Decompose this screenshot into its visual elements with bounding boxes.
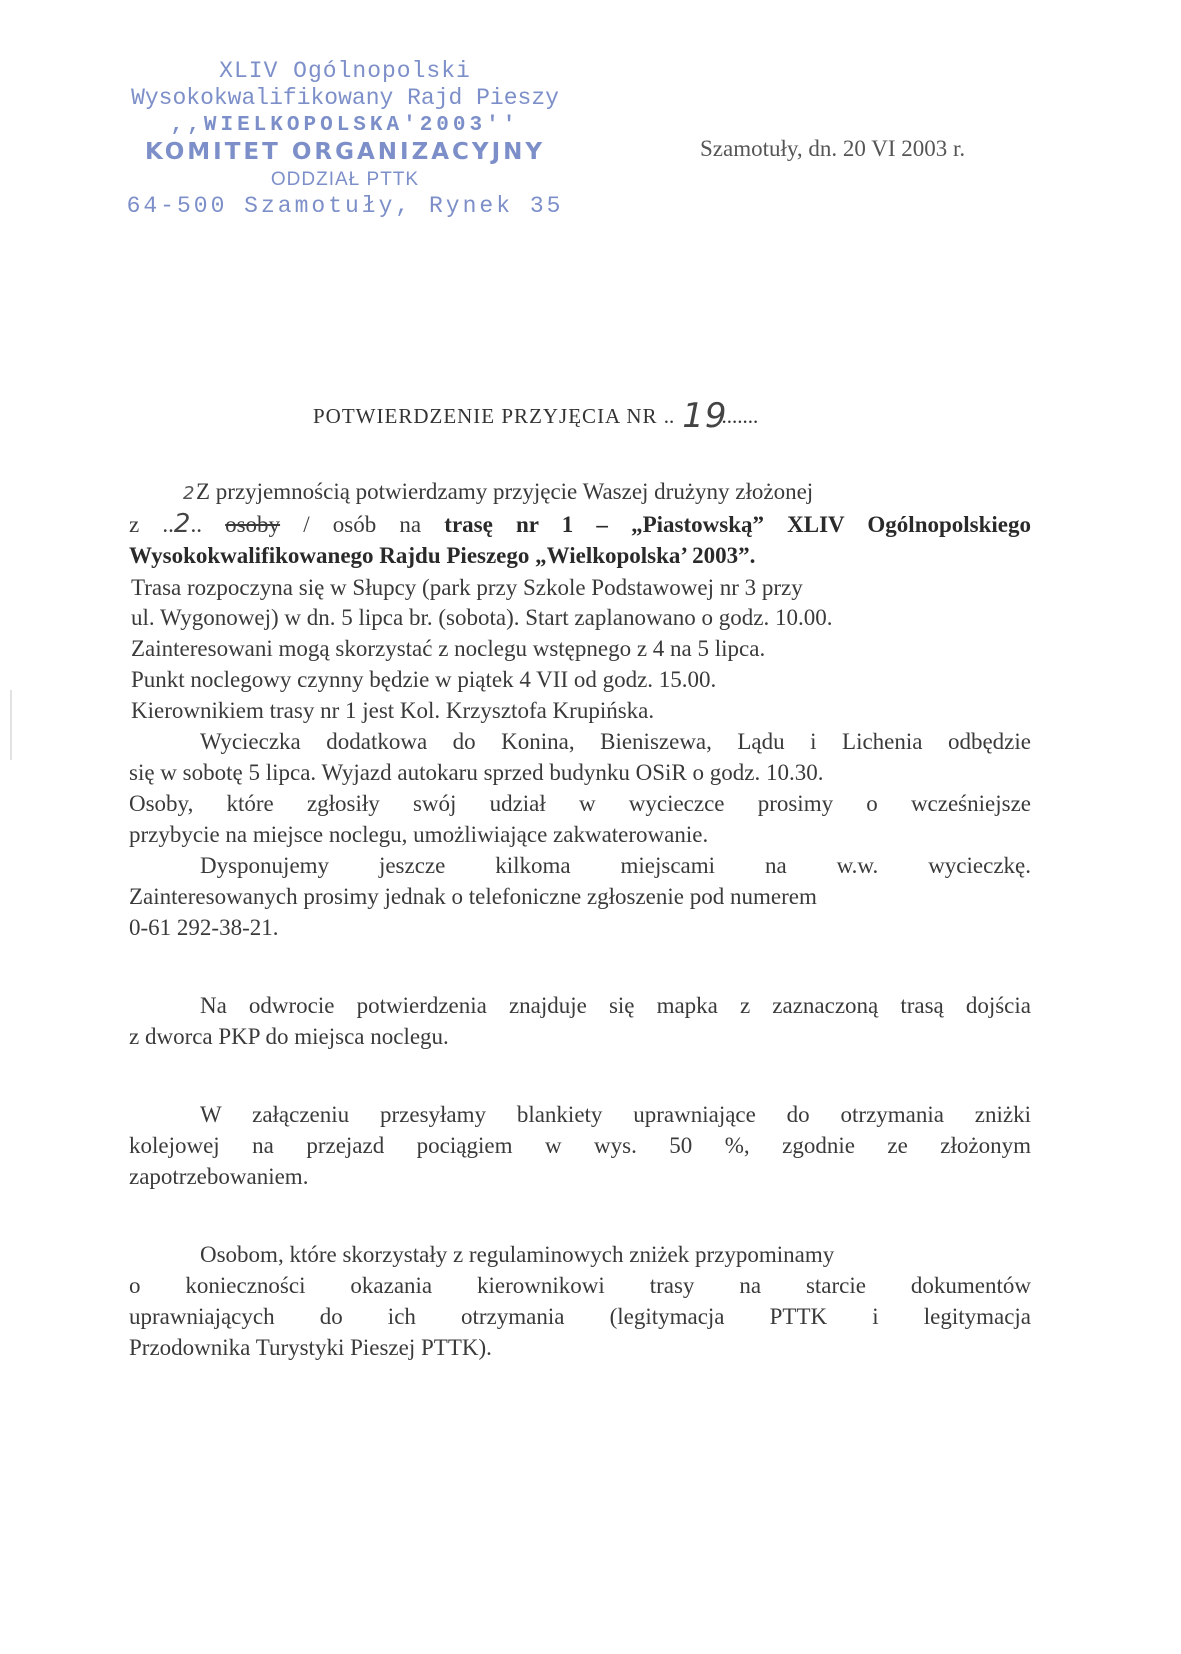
title-dots: ....... (721, 404, 759, 428)
body-line: Wycieczka dodatkowa do Konina, Bieniszewa, Lądu i Lichenia odbędzie (200, 729, 1031, 754)
text-segment: / osób na (303, 512, 422, 537)
body-line: W załączeniu przesyłamy blankiety uprawniające do otrzymania zniżki (200, 1102, 1031, 1127)
stamp-line: XLIV Ogólnopolski (219, 58, 471, 84)
route-name: trasę nr 1 – „Piastowską” XLIV Ogólnopolskiego (444, 512, 1032, 537)
body-line: Punkt noclegowy czynny będzie w piątek 4 VII od godz. 15.00. (131, 667, 717, 692)
body-line: Osoby, które zgłosiły swój udział w wycieczce prosimy o wcześniejsze (129, 791, 1031, 816)
body-line: się w sobotę 5 lipca. Wyjazd autokaru sprzed budynku OSiR o godz. 10.30. (129, 760, 824, 785)
body-line: Wysokokwalifikowanego Rajdu Pieszego „Wielkopolska’ 2003”. (129, 543, 756, 568)
stamp-line: 64-500 Szamotuły, Rynek 35 (126, 193, 564, 219)
stamp-line: ,,WIELKOPOLSKA'2003'' (170, 114, 520, 137)
body-line: ul. Wygonowej) w dn. 5 lipca br. (sobota). Start zaplanowano o godz. 10.00. (131, 605, 833, 630)
body-line: uprawniających do ich otrzymania (legitymacja PTTK i legitymacja (129, 1304, 1031, 1329)
body-line: Przodownika Turystyki Pieszej PTTK). (129, 1335, 492, 1360)
body-line: 0-61 292-38-21. (129, 915, 279, 940)
body-line: Na odwrocie potwierdzenia znajduje się mapka z zaznaczoną trasą dojścia (200, 993, 1031, 1018)
body-line: przybycie na miejsce noclegu, umożliwiające zakwaterowanie. (129, 822, 709, 847)
body-line: zapotrzebowaniem. (129, 1164, 309, 1189)
text-z: z (129, 512, 140, 537)
body-line: Osobom, które skorzystały z regulaminowych zniżek przypominamy (200, 1242, 835, 1267)
handwritten-number: 19 (682, 396, 728, 436)
handwritten-count: 2 (173, 509, 191, 539)
title-dots: .. (663, 404, 675, 428)
body-line: Z przyjemnością potwierdzamy przyjęcie Waszej drużyny złożonej (196, 479, 814, 504)
text-dots: .. (162, 512, 174, 537)
stamp-line: KOMITET ORGANIZACYJNY (144, 139, 546, 165)
body-line: Kierownikiem trasy nr 1 jest Kol. Krzysztofa Krupińska. (131, 698, 655, 723)
stamp-line: ODDZIAŁ PTTK (270, 169, 420, 190)
body-line: Zainteresowanych prosimy jednak o telefoniczne zgłoszenie pod numerem (129, 884, 817, 909)
text-dots: .. (190, 512, 202, 537)
body-line: kolejowej na przejazd pociągiem w wys. 50 %, zgodnie ze złożonym (129, 1133, 1031, 1158)
handwritten-mark: 2 (183, 483, 195, 504)
body-line: Dysponujemy jeszcze kilkoma miejscami na w.w. wycieczkę. (200, 853, 1031, 878)
scan-margin-mark (10, 690, 12, 760)
body-line: z dworca PKP do miejsca noclegu. (129, 1024, 449, 1049)
body-line: Zainteresowani mogą skorzystać z noclegu wstępnego z 4 na 5 lipca. (131, 636, 766, 661)
letter-date: Szamotuły, dn. 20 VI 2003 r. (700, 136, 966, 161)
struck-word: osoby (225, 512, 281, 537)
stamp-line: Wysokokwalifikowany Rajd Pieszy (131, 85, 559, 111)
title-text: POTWIERDZENIE PRZYJĘCIA NR (313, 404, 658, 428)
body-line (129, 509, 1031, 540)
body-line: o konieczności okazania kierownikowi trasy na starcie dokumentów (129, 1273, 1031, 1298)
body-line: Trasa rozpoczyna się w Słupcy (park przy Szkole Podstawowej nr 3 przy (131, 575, 803, 600)
organizer-stamp (95, 58, 595, 220)
document-title (313, 392, 759, 436)
